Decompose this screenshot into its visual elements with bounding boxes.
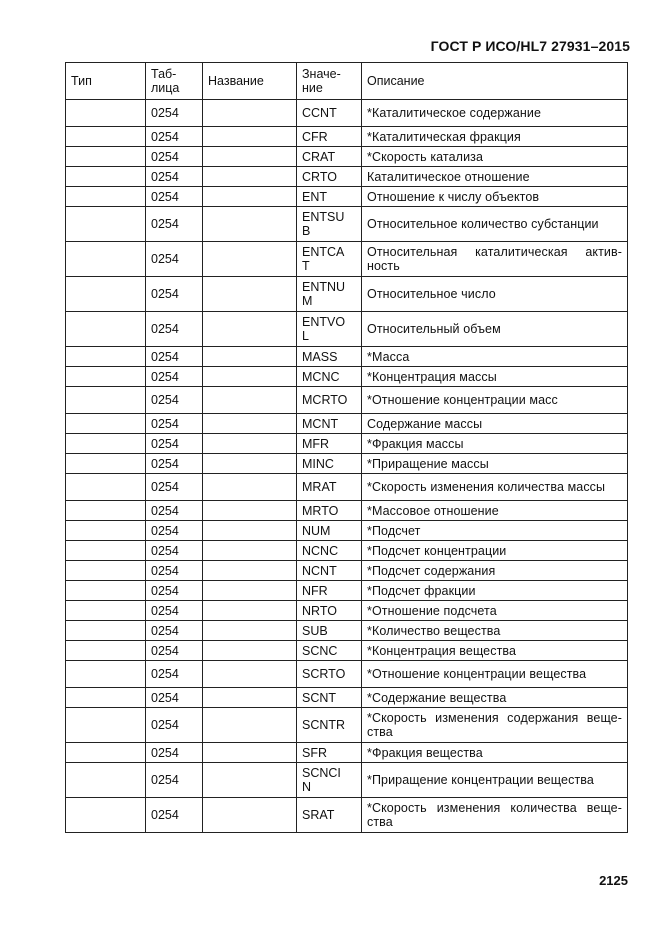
table-row	[66, 501, 628, 521]
cell-name	[203, 743, 297, 763]
cell-description: *Подсчет	[362, 521, 628, 541]
cell-name	[203, 207, 297, 242]
cell-table: 0254	[146, 312, 203, 347]
cell-value: CRAT	[297, 147, 362, 167]
cell-type	[66, 387, 146, 414]
codes-table	[65, 62, 628, 833]
cell-table: 0254	[146, 688, 203, 708]
cell-name	[203, 541, 297, 561]
cell-description: *Скорость изменения содержания веще-ства	[362, 708, 628, 743]
table-row	[66, 277, 628, 312]
cell-description: *Отношение подсчета	[362, 601, 628, 621]
cell-type	[66, 501, 146, 521]
table-row	[66, 312, 628, 347]
cell-value: SCNT	[297, 688, 362, 708]
table-row	[66, 454, 628, 474]
cell-type	[66, 798, 146, 833]
cell-value: SCNCI N	[297, 763, 362, 798]
cell-value: ENTCA T	[297, 242, 362, 277]
cell-value: MASS	[297, 347, 362, 367]
cell-value: NCNC	[297, 541, 362, 561]
cell-type	[66, 242, 146, 277]
column-header-description: Описание	[362, 63, 628, 100]
cell-type	[66, 581, 146, 601]
cell-description: *Скорость изменения количества веще-ства	[362, 798, 628, 833]
cell-value: SFR	[297, 743, 362, 763]
cell-name	[203, 127, 297, 147]
cell-description: *Концентрация массы	[362, 367, 628, 387]
cell-value: MRAT	[297, 474, 362, 501]
cell-value: SCRTO	[297, 661, 362, 688]
table-row	[66, 367, 628, 387]
document-header: ГОСТ Р ИСО/HL7 27931–2015	[430, 38, 630, 54]
cell-table: 0254	[146, 347, 203, 367]
cell-table: 0254	[146, 763, 203, 798]
cell-name	[203, 277, 297, 312]
cell-name	[203, 501, 297, 521]
cell-table: 0254	[146, 147, 203, 167]
cell-value: CRTO	[297, 167, 362, 187]
table-header-row	[66, 63, 628, 100]
table-row	[66, 743, 628, 763]
cell-description: *Концентрация вещества	[362, 641, 628, 661]
cell-value: SCNC	[297, 641, 362, 661]
cell-description: Содержание массы	[362, 414, 628, 434]
cell-type	[66, 100, 146, 127]
table-row	[66, 541, 628, 561]
table-row	[66, 708, 628, 743]
cell-table: 0254	[146, 414, 203, 434]
cell-description: *Отношение концентрации масс	[362, 387, 628, 414]
cell-description: Относительное число	[362, 277, 628, 312]
cell-name	[203, 347, 297, 367]
cell-table: 0254	[146, 242, 203, 277]
cell-value: ENTNU M	[297, 277, 362, 312]
cell-name	[203, 798, 297, 833]
cell-description: Относительный объем	[362, 312, 628, 347]
cell-value: SCNTR	[297, 708, 362, 743]
cell-type	[66, 661, 146, 688]
cell-description: *Содержание вещества	[362, 688, 628, 708]
cell-table: 0254	[146, 367, 203, 387]
table-row	[66, 242, 628, 277]
cell-type	[66, 688, 146, 708]
table-row	[66, 414, 628, 434]
cell-table: 0254	[146, 541, 203, 561]
cell-description: *Приращение массы	[362, 454, 628, 474]
cell-value: MCRTO	[297, 387, 362, 414]
table-row	[66, 798, 628, 833]
cell-value: MRTO	[297, 501, 362, 521]
table-row	[66, 688, 628, 708]
cell-type	[66, 454, 146, 474]
cell-value: NCNT	[297, 561, 362, 581]
cell-type	[66, 312, 146, 347]
table-row	[66, 100, 628, 127]
cell-type	[66, 147, 146, 167]
table-row	[66, 434, 628, 454]
cell-name	[203, 414, 297, 434]
column-header-type: Тип	[66, 63, 146, 100]
cell-name	[203, 708, 297, 743]
cell-type	[66, 207, 146, 242]
cell-table: 0254	[146, 501, 203, 521]
cell-name	[203, 167, 297, 187]
cell-table: 0254	[146, 277, 203, 312]
cell-table: 0254	[146, 387, 203, 414]
cell-type	[66, 743, 146, 763]
cell-table: 0254	[146, 167, 203, 187]
cell-name	[203, 312, 297, 347]
table-row	[66, 147, 628, 167]
cell-type	[66, 561, 146, 581]
cell-table: 0254	[146, 661, 203, 688]
cell-description: Отношение к числу объектов	[362, 187, 628, 207]
cell-type	[66, 277, 146, 312]
cell-description: *Каталитическое содержание	[362, 100, 628, 127]
cell-table: 0254	[146, 454, 203, 474]
cell-table: 0254	[146, 798, 203, 833]
table-row	[66, 601, 628, 621]
cell-table: 0254	[146, 621, 203, 641]
cell-name	[203, 474, 297, 501]
cell-description: *Количество вещества	[362, 621, 628, 641]
cell-table: 0254	[146, 187, 203, 207]
cell-value: NUM	[297, 521, 362, 541]
cell-table: 0254	[146, 434, 203, 454]
cell-description: *Масса	[362, 347, 628, 367]
cell-name	[203, 601, 297, 621]
column-header-table: Таб- лица	[146, 63, 203, 100]
column-header-name: Название	[203, 63, 297, 100]
cell-name	[203, 661, 297, 688]
cell-type	[66, 601, 146, 621]
cell-type	[66, 367, 146, 387]
cell-name	[203, 100, 297, 127]
cell-table: 0254	[146, 743, 203, 763]
cell-type	[66, 167, 146, 187]
cell-name	[203, 187, 297, 207]
cell-value: SUB	[297, 621, 362, 641]
cell-value: ENT	[297, 187, 362, 207]
cell-type	[66, 541, 146, 561]
cell-value: MINC	[297, 454, 362, 474]
cell-description: *Скорость катализа	[362, 147, 628, 167]
cell-name	[203, 688, 297, 708]
cell-name	[203, 521, 297, 541]
cell-value: CCNT	[297, 100, 362, 127]
table-row	[66, 763, 628, 798]
table-row	[66, 207, 628, 242]
cell-table: 0254	[146, 601, 203, 621]
cell-value: NFR	[297, 581, 362, 601]
cell-value: ENTVO L	[297, 312, 362, 347]
cell-description: Каталитическое отношение	[362, 167, 628, 187]
cell-table: 0254	[146, 708, 203, 743]
table-row	[66, 187, 628, 207]
cell-name	[203, 387, 297, 414]
table-row	[66, 621, 628, 641]
cell-type	[66, 127, 146, 147]
table-row	[66, 641, 628, 661]
page-number: 2125	[599, 873, 628, 888]
cell-type	[66, 347, 146, 367]
cell-name	[203, 454, 297, 474]
table-row	[66, 347, 628, 367]
cell-value: NRTO	[297, 601, 362, 621]
cell-description: *Подсчет концентрации	[362, 541, 628, 561]
cell-description: Относительное количество субстанции	[362, 207, 628, 242]
cell-table: 0254	[146, 207, 203, 242]
cell-name	[203, 561, 297, 581]
cell-type	[66, 521, 146, 541]
cell-description: *Отношение концентрации вещества	[362, 661, 628, 688]
cell-type	[66, 763, 146, 798]
cell-type	[66, 474, 146, 501]
cell-name	[203, 763, 297, 798]
cell-type	[66, 414, 146, 434]
table-row	[66, 581, 628, 601]
table-row	[66, 387, 628, 414]
cell-table: 0254	[146, 127, 203, 147]
cell-name	[203, 367, 297, 387]
cell-value: MFR	[297, 434, 362, 454]
cell-description: *Фракция вещества	[362, 743, 628, 763]
cell-name	[203, 621, 297, 641]
cell-name	[203, 581, 297, 601]
cell-description: *Массовое отношение	[362, 501, 628, 521]
cell-type	[66, 641, 146, 661]
cell-table: 0254	[146, 521, 203, 541]
table-row	[66, 167, 628, 187]
cell-table: 0254	[146, 641, 203, 661]
cell-description: *Каталитическая фракция	[362, 127, 628, 147]
table-row	[66, 127, 628, 147]
cell-table: 0254	[146, 561, 203, 581]
cell-value: SRAT	[297, 798, 362, 833]
cell-description: *Скорость изменения количества массы	[362, 474, 628, 501]
cell-type	[66, 434, 146, 454]
cell-table: 0254	[146, 474, 203, 501]
table-row	[66, 661, 628, 688]
cell-value: ENTSU B	[297, 207, 362, 242]
cell-name	[203, 242, 297, 277]
cell-description: *Подсчет фракции	[362, 581, 628, 601]
cell-value: MCNC	[297, 367, 362, 387]
cell-value: MCNT	[297, 414, 362, 434]
table-row	[66, 521, 628, 541]
cell-description: *Подсчет содержания	[362, 561, 628, 581]
cell-name	[203, 641, 297, 661]
cell-type	[66, 187, 146, 207]
cell-description: *Приращение концентрации вещества	[362, 763, 628, 798]
cell-table: 0254	[146, 100, 203, 127]
table-row	[66, 561, 628, 581]
cell-table: 0254	[146, 581, 203, 601]
cell-description: Относительная каталитическая актив-ность	[362, 242, 628, 277]
cell-name	[203, 434, 297, 454]
cell-type	[66, 708, 146, 743]
cell-type	[66, 621, 146, 641]
cell-name	[203, 147, 297, 167]
cell-description: *Фракция массы	[362, 434, 628, 454]
column-header-value: Значе- ние	[297, 63, 362, 100]
cell-value: CFR	[297, 127, 362, 147]
table-row	[66, 474, 628, 501]
